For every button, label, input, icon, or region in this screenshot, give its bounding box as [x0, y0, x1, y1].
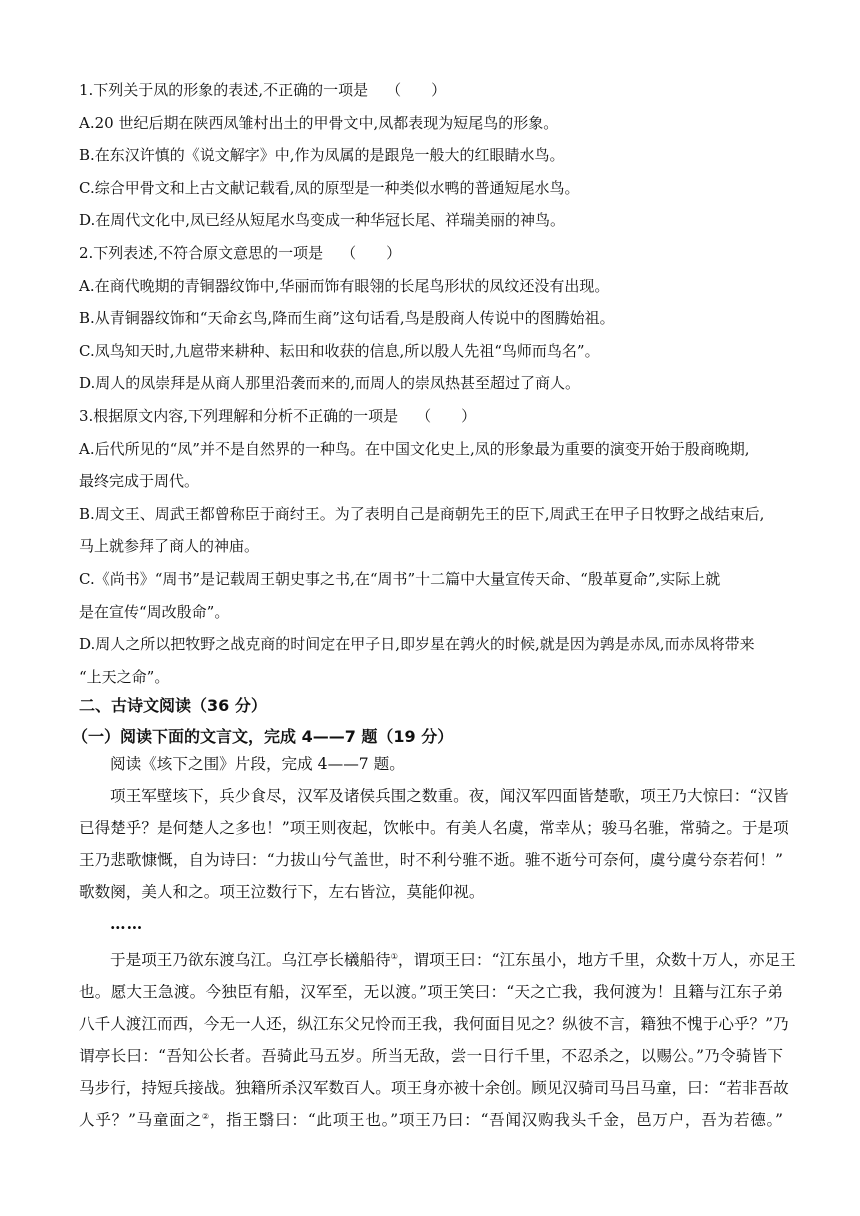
answer-blank: （ ） [386, 81, 447, 99]
question-2-option-c: C.凤鸟知天时,九扈带来耕种、耘田和收获的信息,所以殷人先祖“鸟师而鸟名”。 [79, 341, 600, 360]
paragraph-2-line-5: 马步行，持短兵接战。独籍所杀汉军数百人。项王身亦被十余创。顾见汉骑司马吕马童，曰：“若非吾故 [79, 1079, 789, 1097]
question-2-option-d: D.周人的凤崇拜是从商人那里沿袭而来的,而周人的崇凤热甚至超过了商人。 [79, 374, 581, 393]
question-3-option-a-line1: A.后代所见的“凤”并不是自然界的一种鸟。在中国文化史上,凤的形象最为重要的演变开始于殷商晚期, [79, 439, 750, 458]
question-1-stem: 1.下列关于凤的形象的表述,不正确的一项是 （ ） [79, 74, 781, 107]
answer-blank: （ ） [416, 406, 477, 425]
paragraph-2-line-3: 八千人渡江而西，今无一人还，纵江东父兄怜而王我，我何面目见之？纵彼不言，籍独不愧于心乎？”乃 [79, 1015, 789, 1033]
question-1-option-c: C.综合甲骨文和上古文献记载看,凤的原型是一种类似水鸭的普通短尾水鸟。 [79, 178, 580, 197]
paragraph-2-line-6: 人乎？”马童面之②，指王翳曰：“此项王也。”项王乃曰：“吾闻汉购我头千金，邑万户，吾为若德。” [79, 1111, 783, 1129]
omission-ellipsis: …… [110, 914, 144, 933]
sub-section-heading: （一）阅读下面的文言文，完成 4——7 题（19 分） [72, 727, 454, 746]
paragraph-1-line-1: 项王军壁垓下，兵少食尽，汉军及诸侯兵围之数重。夜，闻汉军四面皆楚歌，项王乃大惊曰：“汉皆 [110, 787, 789, 805]
question-2-stem: 2.下列表述,不符合原文意思的一项是 （ ） [79, 237, 781, 270]
question-2-option-b: B.从青铜器纹饰和“天命玄鸟,降而生商”这句话看,鸟是殷商人传说中的图腾始祖。 [79, 309, 615, 328]
question-3-option-c-line2: 是在宣传“周改殷命”。 [79, 602, 230, 621]
section-heading: 二、古诗文阅读（36 分） [79, 696, 267, 715]
question-3-option-d-line1: D.周人之所以把牧野之战克商的时间定在甲子日,即岁星在鹑火的时候,就是因为鹑是赤凤,而赤凤将带来 [79, 635, 755, 654]
question-1-option-b: B.在东汉许慎的《说文解字》中,作为凤属的是跟凫一般大的红眼睛水鸟。 [79, 146, 565, 165]
footnote-marker-2: ② [201, 1111, 210, 1121]
footnote-marker-1: ① [390, 951, 398, 961]
paragraph-1-line-2: 已得楚乎？是何楚人之多也！”项王则夜起，饮帐中。有美人名虞，常幸从；骏马名骓，常骑之。于是项 [79, 819, 789, 837]
question-3-option-a-line2: 最终完成于周代。 [79, 472, 200, 491]
question-3-option-b-line1: B.周文王、周武王都曾称臣于商纣王。为了表明自己是商朝先王的臣下,周武王在甲子日牧野之战结束后, [79, 504, 765, 523]
question-1-option-d: D.在周代文化中,凤已经从短尾水鸟变成一种华冠长尾、祥瑞美丽的神鸟。 [79, 211, 566, 230]
paragraph-2-line-4: 谓亭长曰：“吾知公长者。吾骑此马五岁。所当无敌，尝一日行千里，不忍杀之，以赐公。”乃令骑皆下 [79, 1047, 783, 1065]
paragraph-2-line-2: 也。愿大王急渡。今独臣有船，汉军至，无以渡。”项王笑曰：“天之亡我，我何渡为！且籍与江东子弟 [79, 983, 783, 1001]
question-3-option-b-line2: 马上就参拜了商人的神庙。 [79, 537, 260, 556]
question-3-option-d-line2: “上天之命”。 [79, 667, 170, 686]
paragraph-1-line-4: 歌数阕，美人和之。项王泣数行下，左右皆泣，莫能仰视。 [79, 883, 485, 901]
question-1-option-a: A.20 世纪后期在陕西凤雏村出土的甲骨文中,凤都表现为短尾鸟的形象。 [79, 113, 559, 132]
question-2-option-a: A.在商代晚期的青铜器纹饰中,华丽而饰有眼翎的长尾鸟形状的凤纹还没有出现。 [79, 276, 610, 295]
question-list [79, 74, 781, 693]
question-3-stem: 3.根据原文内容,下列理解和分析不正确的一项是 （ ） [79, 400, 781, 433]
paragraph-2-line-1: 于是项王乃欲东渡乌江。乌江亭长檥船待①，谓项王曰：“江东虽小，地方千里，众数十万人，亦足王 [110, 951, 796, 969]
passage-intro: 阅读《垓下之围》片段，完成 4——7 题。 [110, 755, 405, 773]
question-3-option-c-line1: C.《尚书》“周书”是记载周王朝史事之书,在“周书”十二篇中大量宣传天命、“殷革夏命”,实际上就 [79, 569, 721, 588]
answer-blank: （ ） [341, 243, 402, 262]
paragraph-1-line-3: 王乃悲歌慷慨，自为诗曰：“力拔山兮气盖世，时不利兮骓不逝。骓不逝兮可奈何，虞兮虞兮奈若何！” [79, 851, 783, 869]
